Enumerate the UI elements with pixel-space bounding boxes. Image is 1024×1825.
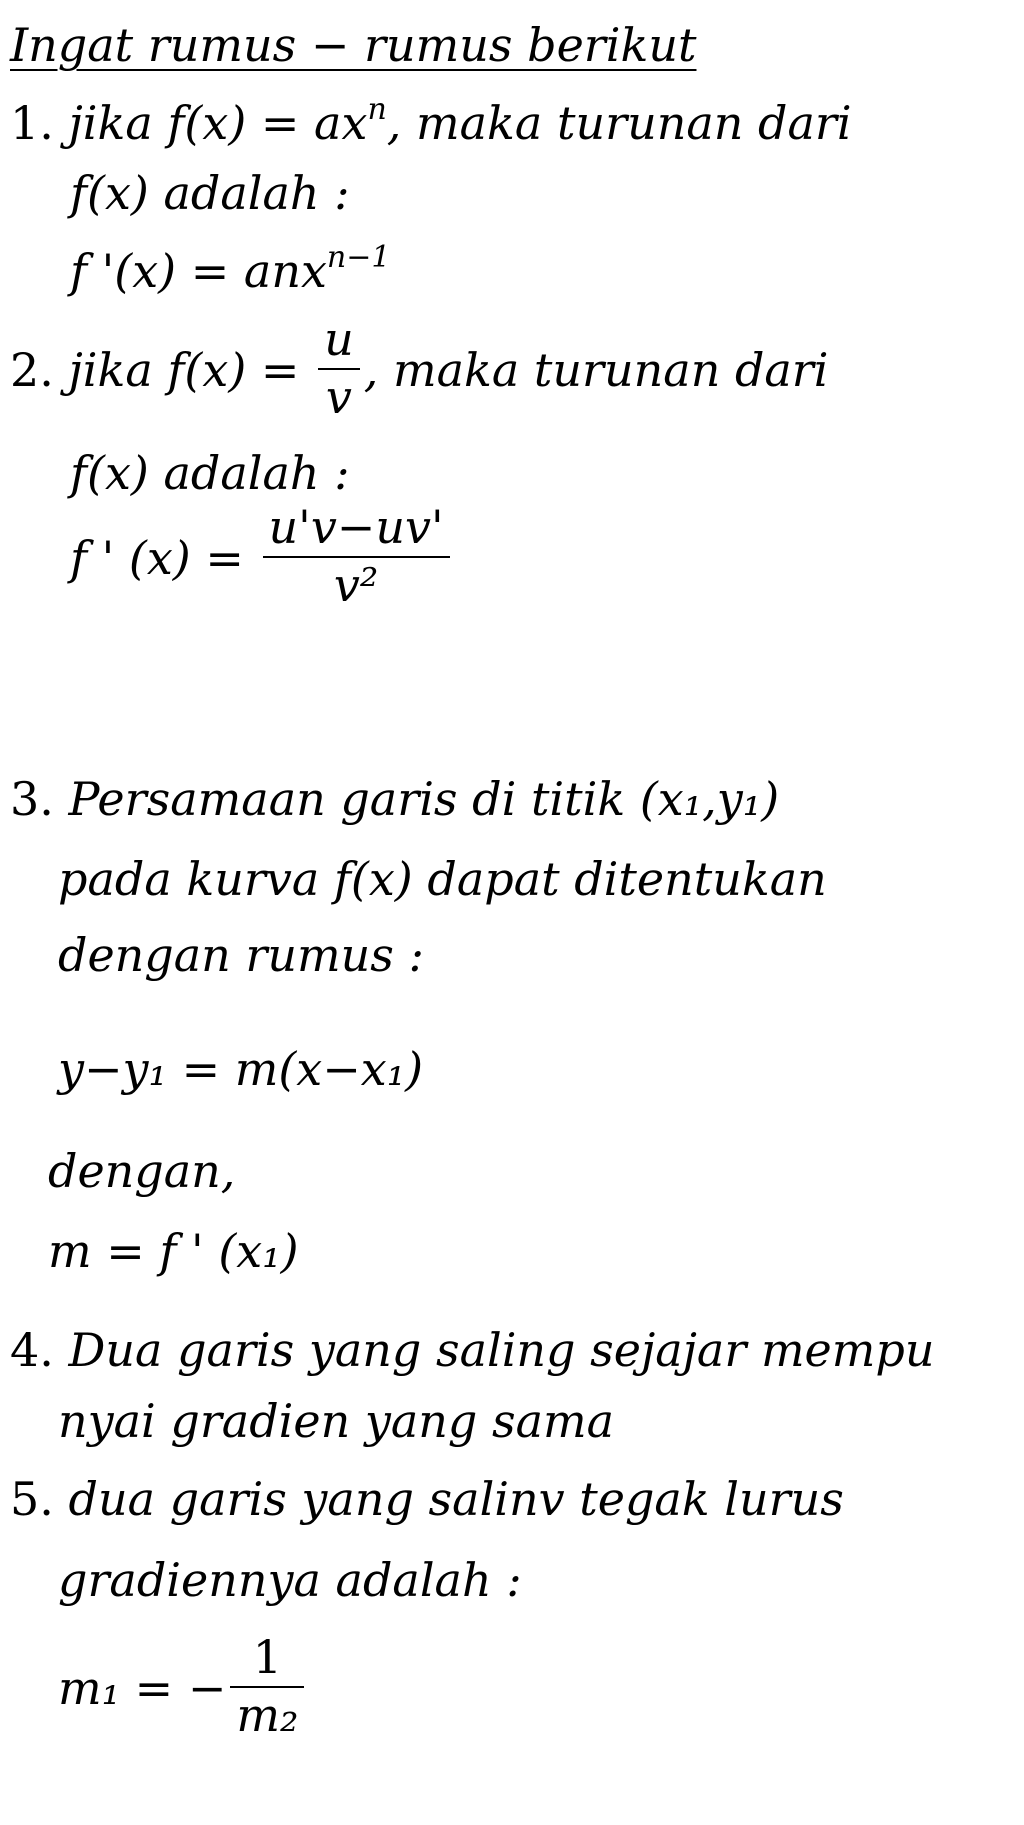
item-5-line-1 <box>10 1472 844 1526</box>
item-3-line-5: dengan, <box>48 1144 236 1198</box>
item-2-formula-fraction <box>263 500 450 612</box>
item-1-line-1 <box>10 92 852 150</box>
item-2-formula-prefix: f ' (x) = <box>70 531 244 585</box>
item-2-formula-denominator: v² <box>333 558 379 612</box>
page-title: Ingat rumus − rumus berikut <box>10 18 697 72</box>
item-2-intro-fraction <box>318 312 360 424</box>
item-4-line-1 <box>10 1323 935 1377</box>
item-5-formula <box>58 1630 308 1744</box>
item-2-frac-denominator: v <box>325 370 352 424</box>
item-2-number: 2. <box>10 343 54 397</box>
item-5-formula-numerator: 1 <box>252 1630 283 1684</box>
item-2-intro-prefix: jika f(x) = <box>68 343 300 397</box>
item-1-formula-prefix: f '(x) = anx <box>70 244 327 298</box>
item-3-line-4: y−y₁ = m(x−x₁) <box>58 1042 424 1096</box>
item-2-line-1 <box>10 312 829 426</box>
item-3-line-2: pada kurva f(x) dapat ditentukan <box>58 852 827 906</box>
item-1-formula-sup: n−1 <box>326 240 391 275</box>
item-2-formula-numerator: u'v−uv' <box>268 500 444 554</box>
item-3-line-1-text: Persamaan garis di titik (x₁,y₁) <box>68 772 780 826</box>
item-5-formula-denominator: m₂ <box>236 1688 299 1742</box>
item-1-formula <box>70 240 391 298</box>
item-3-line-3: dengan rumus : <box>58 928 425 982</box>
item-3-line-6: m = f ' (x₁) <box>48 1224 299 1278</box>
item-3-line-1 <box>10 772 780 826</box>
item-4-number: 4. <box>10 1323 54 1377</box>
item-5-line-1-text: dua garis yang salinv tegak lurus <box>68 1472 844 1526</box>
item-2-frac-numerator: u <box>324 312 354 366</box>
item-3-number: 3. <box>10 772 54 826</box>
item-2-line-2: f(x) adalah : <box>70 446 350 500</box>
item-2-intro-suffix: , maka turunan dari <box>363 343 829 397</box>
item-1-line-2: f(x) adalah : <box>70 166 350 220</box>
item-5-number: 5. <box>10 1472 54 1526</box>
item-4-line-2: nyai gradien yang sama <box>58 1394 615 1448</box>
item-1-intro-suffix: , maka turunan dari <box>386 96 852 150</box>
item-5-formula-fraction <box>230 1630 304 1742</box>
item-2-formula <box>70 500 454 614</box>
item-5-line-2: gradiennya adalah : <box>58 1553 522 1607</box>
item-4-line-1-text: Dua garis yang saling sejajar mempu <box>68 1323 935 1377</box>
item-1-number: 1. <box>10 96 54 150</box>
item-1-intro-sup: n <box>367 92 387 127</box>
item-5-formula-prefix: m₁ = − <box>58 1661 227 1715</box>
item-1-intro-prefix: jika f(x) = ax <box>68 96 368 150</box>
